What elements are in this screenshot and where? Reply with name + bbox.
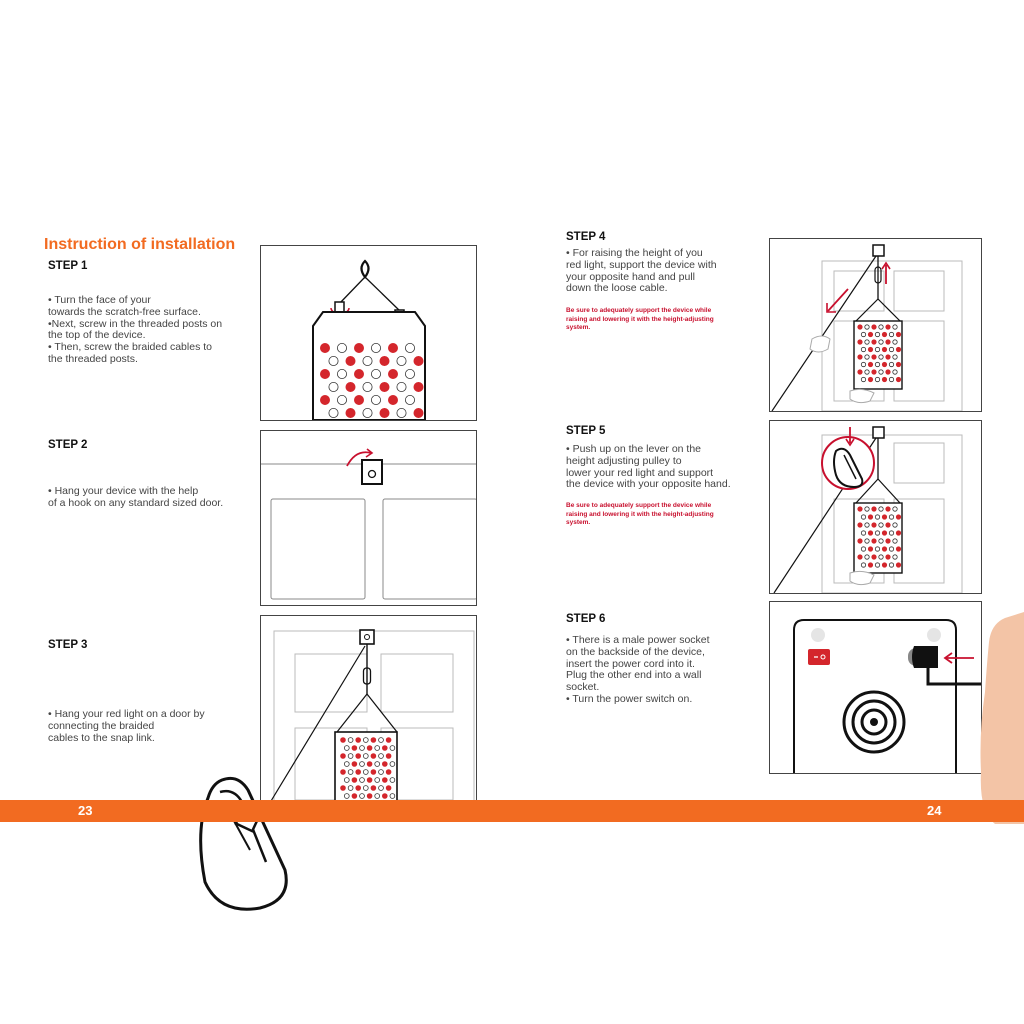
led-dot [380,382,389,391]
led-dot [348,770,353,775]
led-dot [382,762,387,767]
led-dot [346,382,355,391]
led-dot [348,786,353,791]
led-dot [386,754,391,759]
led-dot [865,555,869,559]
led-dot [375,746,380,751]
led-dot [356,786,361,791]
led-dot [320,395,329,404]
led-dot [865,370,869,374]
led-dot [352,762,357,767]
led-dot [390,794,395,799]
led-dot [388,395,397,404]
step-4-text: • For raising the height of you red light, support the device with your opposite hand and pull down the loose cable. [566,247,717,295]
led-dot [379,754,384,759]
led-dot [397,408,406,417]
led-dot [354,369,363,378]
page-title: Instruction of installation [44,236,236,253]
led-dot [388,369,397,378]
led-dot [872,523,876,527]
led-dot [356,754,361,759]
led-dot [382,778,387,783]
led-dot [329,408,338,417]
step-4-warning: Be sure to adequately support the device while raising and lowering it with the height-adjusting system. [566,307,714,331]
led-dot [367,794,372,799]
led-dot [882,563,886,567]
led-dot [886,355,890,359]
led-dot [861,515,865,519]
led-dot [344,778,349,783]
led-dot [861,347,865,351]
led-dot [348,738,353,743]
led-dot [882,547,886,551]
led-dot [405,395,414,404]
led-dot [380,408,389,417]
led-dot [390,762,395,767]
led-dot [363,770,368,775]
power-switch-icon [808,649,830,665]
led-dot [896,515,900,519]
step-1-illustration [260,245,477,421]
led-dot [875,531,879,535]
led-dot [397,382,406,391]
led-dot [371,738,376,743]
led-dot [875,547,879,551]
led-dot [865,507,869,511]
led-dot [858,539,862,543]
led-dot [858,370,862,374]
led-dot [896,377,900,381]
led-dot [886,539,890,543]
door-hook-illustration [261,431,476,605]
led-dot [889,347,893,351]
led-dot [879,340,883,344]
led-dot [889,332,893,336]
led-dot [363,786,368,791]
led-dot [865,539,869,543]
led-dot [882,347,886,351]
raise-height-illustration [770,239,981,411]
hand-icon [975,612,1024,824]
led-dot [375,778,380,783]
led-dot [337,343,346,352]
footer-bar [0,800,1024,822]
step-4-illustration [769,238,982,412]
led-dot [371,770,376,775]
led-dot [886,507,890,511]
led-dot [861,362,865,366]
led-dot [886,555,890,559]
led-dot [875,362,879,366]
led-dot [341,786,346,791]
led-dot [320,369,329,378]
led-dot [875,563,879,567]
step-4-label: STEP 4 [566,231,606,243]
led-dot [893,507,897,511]
led-dot [861,377,865,381]
led-dot [879,523,883,527]
led-dot [872,370,876,374]
led-dot [858,355,862,359]
led-dot [893,523,897,527]
led-dot [414,408,423,417]
led-dot [875,347,879,351]
step-1-label: STEP 1 [48,260,88,272]
led-dot [875,515,879,519]
step-5-warning: Be sure to adequately support the device while raising and lowering it with the height-adjusting system. [566,502,714,526]
led-dot [341,738,346,743]
step-2-text: • Hang your device with the help of a hook on any standard sized door. [48,485,224,509]
led-dot [356,770,361,775]
led-dot [414,382,423,391]
led-dot [861,332,865,336]
led-dot [865,355,869,359]
led-dot [896,547,900,551]
led-dot [879,325,883,329]
led-dot [889,547,893,551]
led-dot [354,343,363,352]
led-dot [386,738,391,743]
led-dot [882,531,886,535]
page-number-left: 23 [78,803,93,818]
led-dot [341,770,346,775]
step-6-text: • There is a male power socket on the backside of the device, insert the power cord into it. Plug the other end into a wall socket. • Turn the power switch on. [566,634,710,705]
led-dot [893,539,897,543]
led-dot [889,377,893,381]
led-dot [346,408,355,417]
led-dot [360,746,365,751]
led-dot [379,738,384,743]
led-dot [865,325,869,329]
device-top-posts-illustration [261,246,476,420]
led-dot [344,794,349,799]
led-dot [363,738,368,743]
led-dot [889,362,893,366]
led-dot [363,754,368,759]
step-6-label: STEP 6 [566,613,606,625]
led-dot [371,343,380,352]
step-2-illustration [260,430,477,606]
led-dot [344,762,349,767]
led-dot [896,347,900,351]
led-dot [329,356,338,365]
led-dot [879,539,883,543]
page-number-right: 24 [927,803,942,818]
step-5-illustration [769,420,982,594]
led-dot [868,563,872,567]
led-dot [414,356,423,365]
led-dot [875,332,879,336]
led-dot [886,325,890,329]
led-dot [886,370,890,374]
led-dot [889,531,893,535]
led-dot [879,555,883,559]
led-dot [379,786,384,791]
led-dot [893,555,897,559]
led-dot [872,507,876,511]
led-dot [346,356,355,365]
led-dot [363,356,372,365]
led-dot [386,786,391,791]
led-dot [367,746,372,751]
led-dot [371,369,380,378]
step-2-label: STEP 2 [48,439,88,451]
led-dot [893,370,897,374]
pulley-device-icon [190,770,300,915]
led-dot [382,746,387,751]
led-dot [893,340,897,344]
step-3-label: STEP 3 [48,639,88,651]
led-dot [868,362,872,366]
led-dot [896,362,900,366]
led-dot [379,770,384,775]
led-dot [360,778,365,783]
led-dot [337,369,346,378]
step-1-text: • Turn the face of your towards the scratch-free surface. •Next, screw in the threaded posts on the top of the device. • Then, screw the braided cables to the threaded posts. [48,294,223,365]
led-dot [367,778,372,783]
led-dot [872,325,876,329]
led-dot [352,746,357,751]
led-dot [390,746,395,751]
lower-height-illustration [770,421,981,593]
led-dot [858,325,862,329]
led-dot [375,794,380,799]
led-dot [872,539,876,543]
led-dot [380,356,389,365]
led-dot [868,332,872,336]
led-dot [397,356,406,365]
led-dot [896,531,900,535]
led-dot [354,395,363,404]
led-dot [329,382,338,391]
led-dot [363,408,372,417]
led-dot [348,754,353,759]
led-dot [344,746,349,751]
step-5-text: • Push up on the lever on the height adjusting pulley to lower your red light and support the device with your opposite hand. [566,443,731,491]
led-dot [893,355,897,359]
led-dot [886,340,890,344]
led-dot [858,507,862,511]
led-dot [889,515,893,519]
led-dot [858,523,862,527]
led-dot [341,754,346,759]
led-dot [371,754,376,759]
led-dot [375,762,380,767]
led-dot [360,762,365,767]
led-dot [382,794,387,799]
led-dot [356,738,361,743]
led-dot [861,547,865,551]
led-dot [879,507,883,511]
led-dot [872,555,876,559]
led-dot [896,563,900,567]
led-dot [337,395,346,404]
led-dot [352,778,357,783]
led-dot [861,531,865,535]
led-dot [858,555,862,559]
led-dot [861,563,865,567]
led-dot [360,794,365,799]
led-dot [868,347,872,351]
led-dot [879,355,883,359]
led-dot [371,395,380,404]
led-dot [872,355,876,359]
led-dot [865,523,869,527]
led-dot [405,343,414,352]
led-dot [858,340,862,344]
step-3-text: • Hang your red light on a door by connecting the braided cables to the snap link. [48,708,205,744]
led-dot [882,362,886,366]
led-dot [879,370,883,374]
led-dot [872,340,876,344]
led-dot [371,786,376,791]
led-dot [865,340,869,344]
led-dot [405,369,414,378]
led-dot [889,563,893,567]
power-socket-illustration [770,602,981,773]
led-dot [352,794,357,799]
step-6-illustration [769,601,982,774]
led-dot [388,343,397,352]
led-dot [320,343,329,352]
led-dot [386,770,391,775]
led-dot [893,325,897,329]
led-dot [390,778,395,783]
led-dot [367,762,372,767]
led-dot [868,515,872,519]
led-dot [886,523,890,527]
fan-grille-icon [844,692,904,752]
led-dot [875,377,879,381]
led-dot [868,531,872,535]
led-dot [868,547,872,551]
led-dot [882,515,886,519]
led-dot [868,377,872,381]
led-dot [882,332,886,336]
led-dot [363,382,372,391]
led-dot [882,377,886,381]
step-5-label: STEP 5 [566,425,606,437]
led-dot [896,332,900,336]
